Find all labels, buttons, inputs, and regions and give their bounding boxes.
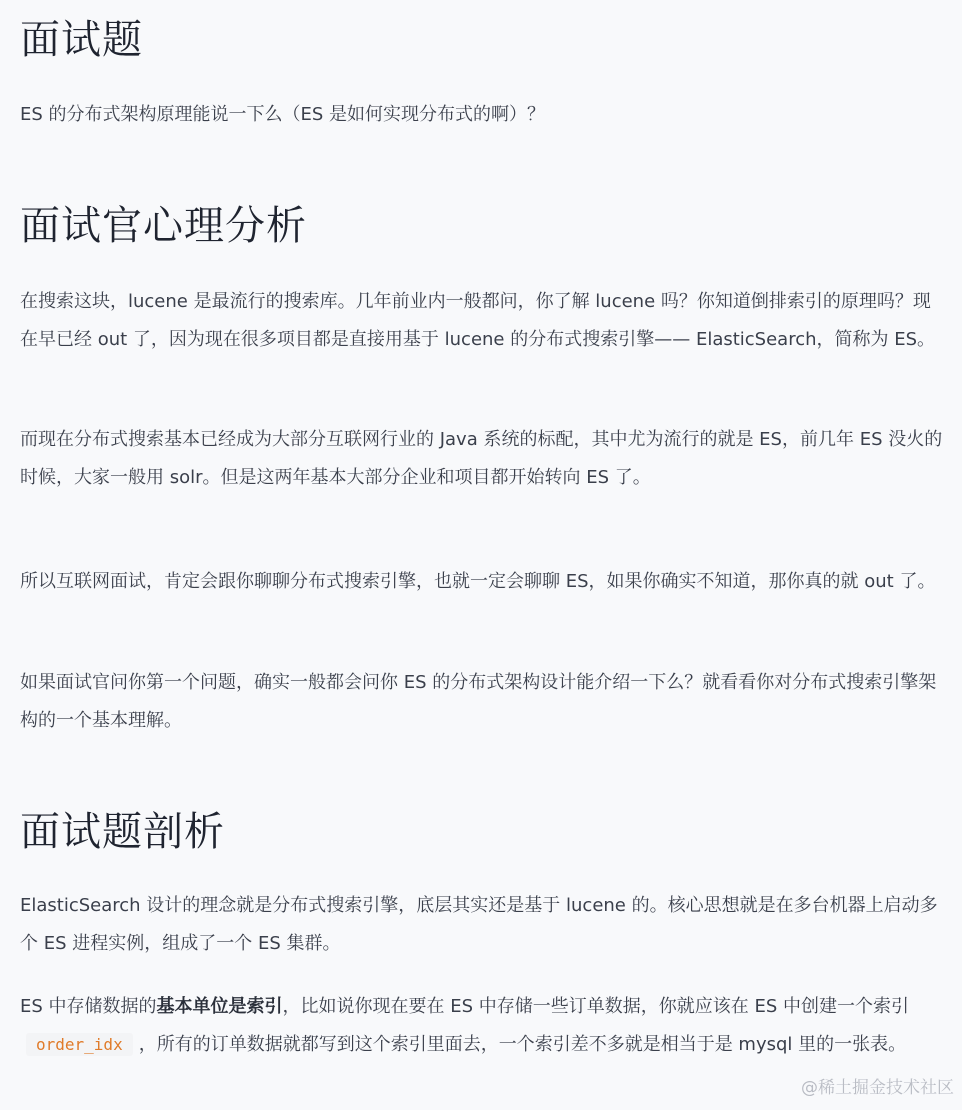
paragraph-index-definition	[20, 988, 945, 1064]
text-run: ES 中存储数据的	[20, 996, 157, 1017]
paragraph: 在搜索这块，lucene 是最流行的搜索库。几年前业内一般都问，你了解 lucene 吗？你知道倒排索引的原理吗？现在早已经 out 了，因为现在很多项目都是直接用基于 lucene 的分布式搜索引擎—— ElasticSearch，简称为 ES。	[20, 291, 936, 350]
emphasis-text: 基本单位是索引	[156, 996, 283, 1017]
heading-interviewer-psychology: 面试官心理分析	[20, 203, 307, 249]
paragraph: 而现在分布式搜索基本已经成为大部分互联网行业的 Java 系统的标配，其中尤为流行的就是 ES，前几年 ES 没火的时候，大家一般用 solr。但是这两年基本大部分企业和项目都开始转向 ES 了。	[20, 429, 943, 488]
paragraph: ElasticSearch 设计的理念就是分布式搜索引擎，底层其实还是基于 lucene 的。核心思想就是在多台机器上启动多个 ES 进程实例，组成了一个 ES 集群。	[20, 895, 938, 954]
heading-interview-question: 面试题	[20, 17, 143, 63]
text-run: ，比如说你现在要在 ES 中存储一些订单数据，你就应该在 ES 中创建一个索引	[282, 996, 910, 1017]
inline-code: order_idx	[26, 1033, 133, 1056]
text-run: ，所有的订单数据就都写到这个索引里面去，一个索引差不多就是相当于是 mysql 里的一张表。	[138, 1034, 907, 1055]
paragraph: ES 的分布式架构原理能说一下么（ES 是如何实现分布式的啊）？	[20, 104, 546, 125]
paragraph: 所以互联网面试，肯定会跟你聊聊分布式搜索引擎，也就一定会聊聊 ES，如果你确实不知道，那你真的就 out 了。	[20, 571, 936, 592]
heading-analysis: 面试题剖析	[20, 809, 225, 855]
watermark: @稀土掘金技术社区	[801, 1078, 954, 1098]
paragraph: 如果面试官问你第一个问题，确实一般都会问你 ES 的分布式架构设计能介绍一下么？就看看你对分布式搜索引擎架构的一个基本理解。	[20, 672, 937, 731]
